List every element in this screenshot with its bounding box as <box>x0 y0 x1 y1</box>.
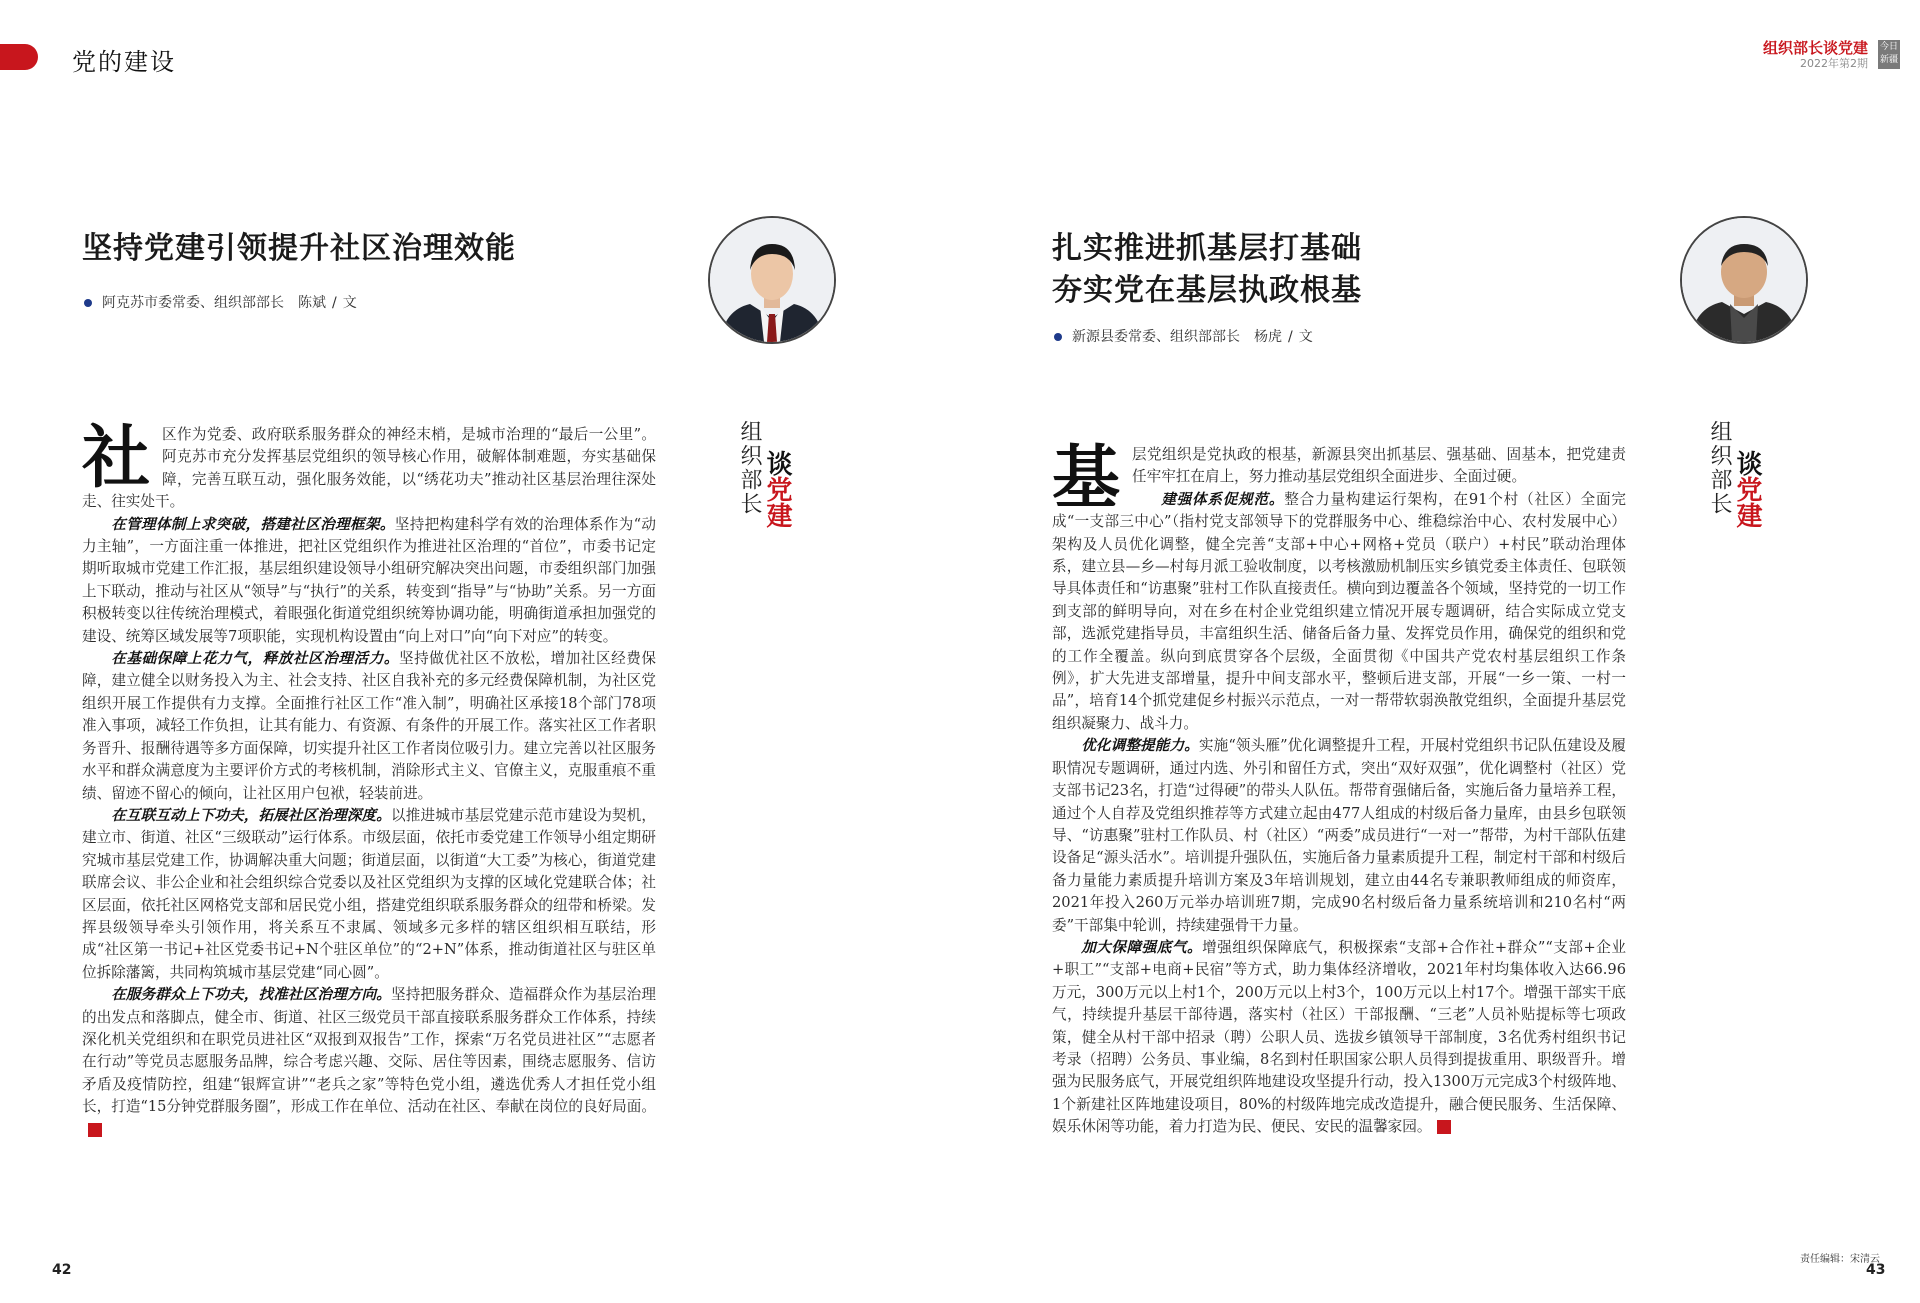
editor-credit: 责任编辑：宋清云 <box>1800 1254 1880 1265</box>
right-byline-suffix: 文 <box>1298 329 1313 345</box>
left-dropcap: 社 <box>82 418 151 498</box>
column-tag-party: 党建 <box>1732 476 1762 528</box>
end-mark-icon <box>88 1123 102 1137</box>
right-section-2-heading: 优化调整提能力。 <box>1081 737 1199 755</box>
left-section-2-text: 坚持做优社区不放松，增加社区经费保障，建立健全以财务投入为主、社会支持、社区自我补充的多元经费保障机制，为社区党组织开展工作提供有力支撑。全面推行社区工作“准入制”，明确社区承接18个部门78项准入事项，减轻工作负担，让其有能力、有资源、有条件的开展工作。落实社区工作者职务晋升、报酬待遇等多方面保障，切实提升社区工作者岗位吸引力。建立完善以社区服务水平和群众满意度为主要评价方式的考核机制，消除形式主义、官僚主义，克服重痕不重绩、留迹不留心的倾向，让社区用户包袱，轻装前进。 <box>82 650 656 802</box>
brand-column-name: 组织部长谈党建 <box>1762 39 1868 57</box>
right-article-title <box>1052 228 1362 312</box>
right-byline-org: 新源县委常委、组织部部长 <box>1072 329 1240 345</box>
left-section-1-heading: 在管理体制上求突破，搭建社区治理框架。 <box>111 515 395 533</box>
right-dropcap: 基 <box>1052 438 1121 518</box>
left-byline: 阿克苏市委常委、组织部部长 陈斌 / 文 <box>84 292 357 312</box>
end-mark-icon <box>1437 1120 1451 1134</box>
right-byline-author: 杨虎 <box>1254 329 1282 345</box>
column-tag-org: 组织部长 <box>737 420 762 516</box>
byline-bullet <box>84 299 92 307</box>
left-byline-suffix: 文 <box>342 295 357 311</box>
left-section-4-heading: 在服务群众上下功夫，找准社区治理方向。 <box>111 986 392 1004</box>
right-intro-text: 层党组织是党执政的根基，新源县突出抓基层、强基础、固基本，把党建责任牢牢扛在肩上，努力推动基层党组织全面进步、全面过硬。 <box>1132 446 1626 486</box>
magazine-brand <box>1763 40 1868 70</box>
left-section-3 <box>82 805 656 984</box>
left-byline-org: 阿克苏市委常委、组织部部长 <box>102 295 284 311</box>
left-section-3-text: 以推进城市基层党建示范市建设为契机，建立市、街道、社区“三级联动”运行体系。市级层面，依托市委党建工作领导小组定期研究城市基层党建工作，协调解决重大问题；街道层面，以街道“大工委”为核心，街道党建联席会议、非公企业和社会组织综合党委以及社区党组织为支撑的区域化党建联合体；社区层面，依托社区网格党支部和居民党小组，搭建党组织联系服务群众的纽带和桥梁。发挥县级领导牵头引领作用，将关系互不隶属、领域多元多样的辖区组织相互联结，形成“社区第一书记+社区党委书记+N个驻区单位”的“2+N”体系，推动街道社区与驻区单位拆除藩篱，共同构筑城市基层党建“同心圆”。 <box>82 806 656 981</box>
right-author-portrait <box>1680 216 1808 344</box>
right-section-1-text: 整合力量构建运行架构，在91个村（社区）全面完成“一支部三中心”（指村党支部领导下的党群服务中心、维稳综治中心、农村发展中心）架构及人员优化调整，健全完善“支部+中心+网格+党员（联户）+村民”联动治理体系，建立县—乡—村每月派工验收制度，以考核激励机制压实乡镇党委主体责任、包联领导具体责任和“访惠聚”驻村工作队直接责任。横向到边覆盖各个领域，坚持党的一切工作到支部的鲜明导向，对在乡在村企业党组织建立情况开展专题调研，结合实际成立党支部，选派党建指导员，丰富组织生活、储备后备力量、发挥党员作用，确保党的组织和党的工作全覆盖。纵向到底贯穿各个层级，全面贯彻《中国共产党农村基层组织工作条例》，扩大先进支部增量，提升中间支部水平，整顿后进支部，开展“一乡一策、一村一品”，培育14个抓党建促乡村振兴示范点，一对一帮带软弱涣散党组织，全面提升基层党组织凝聚力、战斗力。 <box>1052 490 1626 732</box>
left-section-2 <box>82 648 656 805</box>
right-byline: 新源县委常委、组织部部长 杨虎 / 文 <box>1054 326 1313 346</box>
right-section-3 <box>1052 937 1626 1139</box>
right-section-2-text: 实施“领头雁”优化调整提升工程，开展村党组织书记队伍建设及履职情况专题调研，通过内选、外引和留任方式，突出“双好双强”，优化调整村（社区）党支部书记23名，打造“过得硬”的带头人队伍。帮带育强储后备，实施后备力量培养工程，通过个人自荐及党组织推荐等方式建立起由477人组成的村级后备力量库，由县乡包联领导、“访惠聚”驻村工作队员、村（社区）“两委”成员进行“一对一”帮带，为村干部队伍建设备足“源头活水”。培训提升强队伍，实施后备力量素质提升工程，制定村干部和村级后备力量能力素质提升培训方案及3年培训规划，建立由44名专兼职教师组成的师资库，2021年投入260万元举办培训班7期，完成90名村级后备力量系统培训和210名村“两委”干部集中轮训，持续建强骨干力量。 <box>1052 737 1626 934</box>
left-article-title: 坚持党建引领提升社区治理效能 <box>82 231 516 266</box>
left-section-1-text: 坚持把构建科学有效的治理体系作为“动力主轴”，一方面注重一体推进，把社区党组织作为推进社区治理的“首位”，市委书记定期听取城市党建工作汇报，基层组织建设领导小组研究解决突出问题，市委组织部门加强上下联动，推动与社区从“领导”与“执行”的关系，转变到“指导”与“协助”关系。另一方面积极转变以往传统治理模式，着眼强化街道党组织统筹协调功能，明确街道承担加强党的建设、统筹区域发展等7项职能，实现机构设置由“向上对口”向“向下对应”的转变。 <box>82 515 656 645</box>
left-article-body <box>82 418 656 1141</box>
logo-line-1: 今日 <box>1879 42 1898 52</box>
portrait-image-yanghu <box>1682 218 1806 342</box>
column-tag-party: 党建 <box>762 476 792 528</box>
brand-issue: 2022年第2期 <box>1800 57 1868 70</box>
right-page-number: 43 <box>1866 1262 1886 1278</box>
right-section-3-heading: 加大保障强底气。 <box>1081 938 1203 956</box>
left-byline-author: 陈斌 <box>298 295 326 311</box>
left-intro-paragraph <box>82 418 656 514</box>
left-section-4-text: 坚持把服务群众、造福群众作为基层治理的出发点和落脚点，健全市、街道、社区三级党员干部直接联系服务群众工作体系，持续深化机关党组织和在职党员进社区“双报到双报告”工作，探索“万名党员进社区”“志愿者在行动”等党员志愿服务品牌，综合考虑兴趣、交际、居住等因素，围绕志愿服务、信访矛盾及疫情防控，组建“银辉宣讲”“老兵之家”等特色党小组，遴选优秀人才担任党小组长，打造“15分钟党群服务圈”，形成工作在单位、活动在社区、奉献在岗位的良好局面。 <box>82 986 656 1116</box>
right-article-body <box>1052 438 1626 1139</box>
left-page-number: 42 <box>52 1262 72 1278</box>
right-section-2 <box>1052 735 1626 937</box>
right-column-tag <box>1708 420 1768 540</box>
left-section-4 <box>82 984 656 1141</box>
column-tag-talk: 谈 <box>762 450 792 476</box>
right-title-line-2: 夯实党在基层执政根基 <box>1052 273 1362 308</box>
left-column-tag <box>738 420 798 540</box>
left-author-portrait <box>708 216 836 344</box>
column-tag-talk: 谈 <box>1732 450 1762 476</box>
left-section-1 <box>82 514 656 648</box>
logo-line-2: 新疆 <box>1879 55 1898 65</box>
magazine-logo-box <box>1878 40 1900 69</box>
section-marker <box>0 44 38 70</box>
left-section-2-heading: 在基础保障上花力气，释放社区治理活力。 <box>111 650 400 668</box>
left-intro-text: 区作为党委、政府联系服务群众的神经末梢，是城市治理的“最后一公里”。阿克苏市充分发挥基层党组织的领导核心作用，破解体制难题，夯实基础保障，完善互联互动，强化服务效能，以“绣花功夫”推动社区基层治理往深处走、往实处干。 <box>82 426 656 511</box>
left-section-3-heading: 在互联互动上下功夫，拓展社区治理深度。 <box>111 806 392 824</box>
right-section-1-heading: 建强体系促规范。 <box>1161 490 1285 508</box>
column-tag-org: 组织部长 <box>1707 420 1732 516</box>
right-section-1 <box>1052 489 1626 735</box>
section-title: 党的建设 <box>72 48 176 76</box>
portrait-image-chenbin <box>710 218 834 342</box>
byline-bullet <box>1054 333 1062 341</box>
right-title-line-1: 扎实推进抓基层打基础 <box>1052 231 1362 266</box>
right-section-3-text: 增强组织保障底气，积极探索“支部+合作社+群众”“支部+企业+职工”“支部+电商+民宿”等方式，助力集体经济增收，2021年村均集体收入达66.96万元，300万元以上村1个，200万元以上村3个，100万元以上村17个。增强干部实干底气，持续提升基层干部待遇，落实村（社区）干部报酬、“三老”人员补贴提标等七项政策，健全从村干部中招录（聘）公职人员、选拔乡镇领导干部制度，3名优秀村组织书记考录（招聘）公务员、事业编，8名到村任职国家公职人员得到提拔重用、职级晋升。增强为民服务底气，开展党组织阵地建设攻坚提升行动，投入1300万元完成3个村级阵地、1个新建社区阵地建设项目，80%的村级阵地完成改造提升，融合便民服务、生活保障、娱乐休闲等功能，着力打造为民、便民、安民的温馨家园。 <box>1052 938 1626 1136</box>
